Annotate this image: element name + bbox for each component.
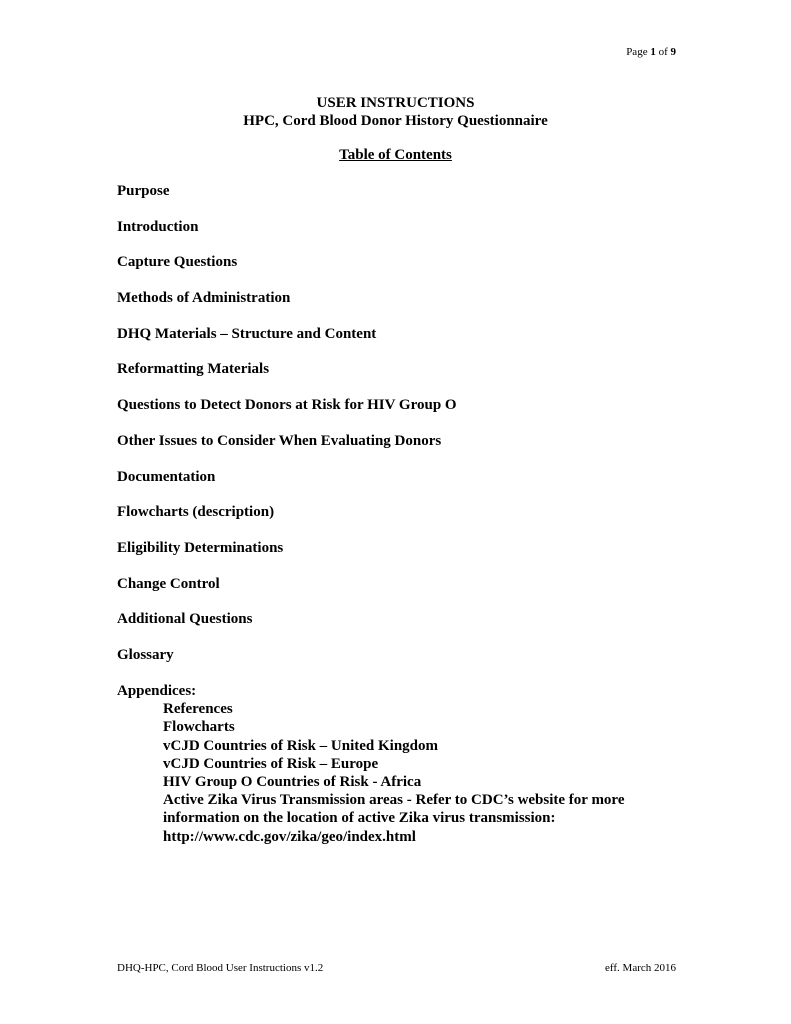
appendices-heading: Appendices: (117, 683, 197, 699)
appendix-item-flowcharts: Flowcharts (163, 719, 235, 736)
title-line-1: USER INSTRUCTIONS (316, 95, 475, 111)
footer-effective-date: eff. March 2016 (605, 962, 676, 974)
toc-item-documentation: Documentation (117, 468, 216, 485)
toc-list (117, 182, 457, 682)
toc-item-hiv-group-o-questions: Questions to Detect Donors at Risk for HIV Group O (117, 397, 457, 414)
page-prefix: Page (626, 46, 651, 58)
appendix-item-references: References (163, 701, 233, 718)
toc-item-other-issues: Other Issues to Consider When Evaluating Donors (117, 432, 442, 449)
toc-item-purpose: Purpose (117, 183, 170, 199)
appendix-item-hiv-group-o-africa: HIV Group O Countries of Risk - Africa (163, 774, 422, 791)
toc-item-flowcharts: Flowcharts (description) (117, 504, 275, 521)
toc-item-dhq-materials: DHQ Materials – Structure and Content (117, 325, 377, 342)
footer-document-name: DHQ-HPC, Cord Blood User Instructions v1.2 (117, 962, 324, 974)
appendices-section (117, 682, 677, 846)
page-current: 1 (650, 46, 656, 58)
toc-item-glossary: Glossary (117, 646, 174, 663)
toc-item-methods-of-administration: Methods of Administration (117, 290, 291, 307)
page-of: of (655, 46, 671, 58)
toc-item-capture-questions: Capture Questions (117, 254, 238, 271)
toc-heading: Table of Contents (339, 147, 452, 163)
document-title (0, 94, 791, 130)
page-number (626, 46, 676, 58)
toc-item-introduction: Introduction (117, 218, 199, 235)
appendix-list (117, 700, 677, 846)
title-line-2: HPC, Cord Blood Donor History Questionnaire (243, 113, 548, 129)
appendix-item-vcjd-europe: vCJD Countries of Risk – Europe (163, 755, 379, 772)
toc-item-additional-questions: Additional Questions (117, 611, 253, 628)
toc-item-change-control: Change Control (117, 575, 220, 592)
appendix-item-vcjd-uk: vCJD Countries of Risk – United Kingdom (163, 737, 439, 754)
page-footer (117, 962, 676, 974)
toc-item-reformatting-materials: Reformatting Materials (117, 361, 270, 378)
page-total: 9 (670, 46, 676, 58)
toc-item-eligibility-determinations: Eligibility Determinations (117, 539, 284, 556)
appendix-item-zika: Active Zika Virus Transmission areas - Refer to CDC’s website for more information on the location of active Zika virus transmission: http://www.cdc.gov/zika/geo/index.html (163, 792, 625, 845)
